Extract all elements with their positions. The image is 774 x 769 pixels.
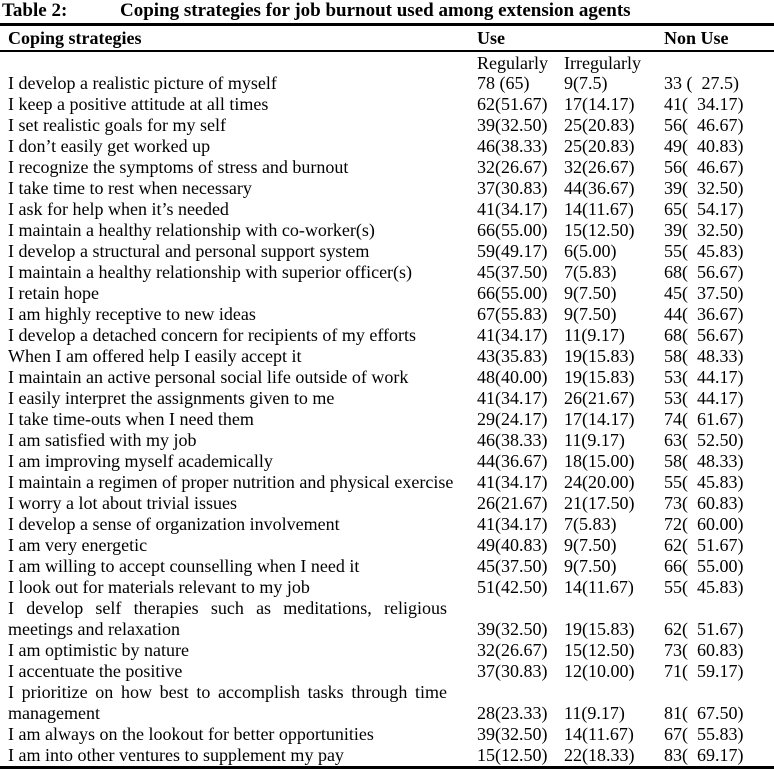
non-use-cell: 62( 51.67) [664, 535, 744, 555]
non-use-cell: 45( 37.50) [664, 283, 744, 303]
table-row [0, 724, 774, 745]
non-use-cell: 58( 48.33) [664, 451, 744, 471]
use-irregularly-cell: 18(15.00) [564, 451, 635, 471]
use-irregularly-cell: 9(7.50) [564, 304, 617, 324]
non-use-cell: 55( 45.83) [664, 577, 744, 597]
use-regularly-cell: 41(34.17) [477, 514, 548, 534]
use-irregularly-cell: 19(15.83) [564, 346, 635, 366]
table-row [0, 199, 774, 220]
table-row [0, 94, 774, 115]
use-regularly-cell: 51(42.50) [477, 577, 548, 597]
use-irregularly-cell: 24(20.00) [564, 472, 635, 492]
non-use-cell: 72( 60.00) [664, 514, 744, 534]
use-irregularly-cell: 32(26.67) [564, 157, 635, 177]
non-use-cell: 55( 45.83) [664, 241, 744, 261]
column-header-non-use: Non Use [664, 28, 729, 48]
use-irregularly-cell: 14(11.67) [564, 199, 634, 219]
use-irregularly-cell: 22(18.33) [564, 745, 635, 765]
use-irregularly-cell: 44(36.67) [564, 178, 635, 198]
use-irregularly-cell: 9(7.50) [564, 283, 617, 303]
non-use-cell: 83( 69.17) [664, 745, 744, 765]
strategy-cell: I develop a structural and personal support system [8, 241, 370, 261]
use-regularly-cell: 45(37.50) [477, 262, 548, 282]
table-row [0, 178, 774, 199]
strategy-cell: I keep a positive attitude at all times [8, 94, 269, 114]
table-row [0, 598, 774, 640]
strategy-cell: When I am offered help I easily accept it [8, 346, 302, 366]
use-irregularly-cell: 25(20.83) [564, 115, 635, 135]
use-irregularly-cell: 17(14.17) [564, 409, 635, 429]
use-regularly-cell: 46(38.33) [477, 430, 548, 450]
strategy-cell: I maintain an active personal social life outside of work [8, 367, 409, 387]
strategy-cell: I look out for materials relevant to my job [8, 577, 310, 597]
strategy-cell: I recognize the symptoms of stress and burnout [8, 157, 349, 177]
non-use-cell: 53( 44.17) [664, 367, 744, 387]
use-regularly-cell: 49(40.83) [477, 535, 548, 555]
use-irregularly-cell: 19(15.83) [564, 367, 635, 387]
non-use-cell: 56( 46.67) [664, 157, 744, 177]
non-use-cell: 44( 36.67) [664, 304, 744, 324]
use-regularly-cell: 26(21.67) [477, 493, 548, 513]
table-row [0, 430, 774, 451]
use-irregularly-cell: 6(5.00) [564, 241, 617, 261]
use-regularly-cell: 28(23.33) [477, 703, 548, 723]
table-row [0, 304, 774, 325]
use-regularly-cell: 39(32.50) [477, 115, 548, 135]
strategy-cell: I retain hope [8, 283, 99, 303]
use-irregularly-cell: 9(7.50) [564, 535, 617, 555]
non-use-cell: 71( 59.17) [664, 661, 744, 681]
table-number-label: Table 2: [2, 0, 68, 21]
use-regularly-cell: 32(26.67) [477, 157, 548, 177]
use-regularly-cell: 78 (65) [477, 73, 530, 93]
strategy-cell: I accentuate the positive [8, 661, 183, 681]
non-use-cell: 56( 46.67) [664, 115, 744, 135]
non-use-cell: 49( 40.83) [664, 136, 744, 156]
use-irregularly-cell: 7(5.83) [564, 262, 617, 282]
use-regularly-cell: 29(24.17) [477, 409, 548, 429]
use-regularly-cell: 32(26.67) [477, 640, 548, 660]
use-irregularly-cell: 14(11.67) [564, 577, 634, 597]
strategy-cell: I maintain a regimen of proper nutrition and physical exercise [8, 472, 454, 492]
use-regularly-cell: 39(32.50) [477, 724, 548, 744]
strategy-cell: I am optimistic by nature [8, 640, 189, 660]
use-regularly-cell: 62(51.67) [477, 94, 548, 114]
strategy-cell: I am willing to accept counselling when I need it [8, 556, 360, 576]
table-row [0, 241, 774, 262]
strategy-cell: I set realistic goals for my self [8, 115, 226, 135]
table-header-row [0, 26, 774, 52]
strategy-cell: I am always on the lookout for better opportunities [8, 724, 374, 744]
non-use-cell: 81( 67.50) [664, 703, 744, 723]
non-use-cell: 41( 34.17) [664, 94, 744, 114]
table-row [0, 262, 774, 283]
table-row [0, 409, 774, 430]
use-regularly-cell: 15(12.50) [477, 745, 548, 765]
use-irregularly-cell: 25(20.83) [564, 136, 635, 156]
use-regularly-cell: 43(35.83) [477, 346, 548, 366]
subheader-spacer [0, 53, 477, 73]
strategy-cell: I easily interpret the assignments given to me [8, 388, 335, 408]
use-regularly-cell: 44(36.67) [477, 451, 548, 471]
table-row [0, 220, 774, 241]
use-regularly-cell: 41(34.17) [477, 325, 548, 345]
table-row [0, 472, 774, 493]
table-row [0, 745, 774, 766]
use-irregularly-cell: 26(21.67) [564, 388, 635, 408]
use-irregularly-cell: 11(9.17) [564, 430, 625, 450]
table-row [0, 577, 774, 598]
table-row [0, 640, 774, 661]
strategy-cell: I worry a lot about trivial issues [8, 493, 237, 513]
strategy-cell: I develop a realistic picture of myself [8, 73, 277, 93]
non-use-cell: 68( 56.67) [664, 262, 744, 282]
use-regularly-cell: 37(30.83) [477, 661, 548, 681]
use-irregularly-cell: 12(10.00) [564, 661, 635, 681]
strategy-cell: I develop self therapies such as meditations, religious meetings and relaxation [8, 598, 447, 639]
use-irregularly-cell: 11(9.17) [564, 325, 625, 345]
table-row [0, 493, 774, 514]
use-irregularly-cell: 19(15.83) [564, 619, 635, 639]
strategy-cell: I take time to rest when necessary [8, 178, 252, 198]
use-irregularly-cell: 17(14.17) [564, 94, 635, 114]
non-use-cell: 58( 48.33) [664, 346, 744, 366]
strategy-cell: I maintain a healthy relationship with co-worker(s) [8, 220, 375, 240]
table-subheader-row [0, 52, 774, 73]
non-use-cell: 65( 54.17) [664, 199, 744, 219]
table-caption [0, 0, 774, 26]
use-regularly-cell: 66(55.00) [477, 283, 548, 303]
table-row [0, 283, 774, 304]
table-row [0, 367, 774, 388]
non-use-cell: 33 ( 27.5) [664, 73, 739, 93]
use-irregularly-cell: 15(12.50) [564, 640, 635, 660]
use-irregularly-cell: 9(7.5) [564, 73, 608, 93]
column-header-use: Use [477, 28, 505, 48]
non-use-cell: 73( 60.83) [664, 493, 744, 513]
strategy-cell: I develop a sense of organization involvement [8, 514, 340, 534]
non-use-cell: 66( 55.00) [664, 556, 744, 576]
table-row [0, 157, 774, 178]
use-irregularly-cell: 14(11.67) [564, 724, 634, 744]
strategy-cell: I am very energetic [8, 535, 148, 555]
use-irregularly-cell: 21(17.50) [564, 493, 635, 513]
use-regularly-cell: 39(32.50) [477, 619, 548, 639]
table-row [0, 556, 774, 577]
table-body [0, 73, 774, 769]
use-regularly-cell: 45(37.50) [477, 556, 548, 576]
strategy-cell: I am improving myself academically [8, 451, 273, 471]
table-row [0, 535, 774, 556]
use-regularly-cell: 67(55.83) [477, 304, 548, 324]
non-use-cell: 62( 51.67) [664, 619, 744, 639]
use-irregularly-cell: 15(12.50) [564, 220, 635, 240]
use-regularly-cell: 41(34.17) [477, 388, 548, 408]
non-use-cell: 39( 32.50) [664, 178, 744, 198]
table-row [0, 514, 774, 535]
strategy-cell: I maintain a healthy relationship with superior officer(s) [8, 262, 413, 282]
subheader-spacer [664, 53, 774, 73]
use-irregularly-cell: 11(9.17) [564, 703, 625, 723]
non-use-cell: 68( 56.67) [664, 325, 744, 345]
table-row [0, 115, 774, 136]
table-row [0, 682, 774, 724]
use-regularly-cell: 66(55.00) [477, 220, 548, 240]
strategy-cell: I am satisfied with my job [8, 430, 197, 450]
strategy-cell: I develop a detached concern for recipients of my efforts [8, 325, 416, 345]
table-row [0, 661, 774, 682]
use-regularly-cell: 37(30.83) [477, 178, 548, 198]
table-row [0, 388, 774, 409]
non-use-cell: 39( 32.50) [664, 220, 744, 240]
non-use-cell: 53( 44.17) [664, 388, 744, 408]
table-row [0, 136, 774, 157]
non-use-cell: 73( 60.83) [664, 640, 744, 660]
table-row [0, 451, 774, 472]
column-subheader-regularly: Regularly [477, 53, 548, 73]
use-regularly-cell: 48(40.00) [477, 367, 548, 387]
table-row [0, 325, 774, 346]
non-use-cell: 55( 45.83) [664, 472, 744, 492]
strategy-cell: I am into other ventures to supplement my pay [8, 745, 344, 765]
non-use-cell: 67( 55.83) [664, 724, 744, 744]
column-header-coping-strategies: Coping strategies [8, 28, 142, 48]
non-use-cell: 74( 61.67) [664, 409, 744, 429]
strategy-cell: I ask for help when it’s needed [8, 199, 229, 219]
strategy-cell: I don’t easily get worked up [8, 136, 211, 156]
strategy-cell: I prioritize on how best to accomplish tasks through time management [8, 682, 447, 723]
use-irregularly-cell: 9(7.50) [564, 556, 617, 576]
table-row [0, 73, 774, 94]
table-title-text: Coping strategies for job burnout used among extension agents [120, 0, 631, 21]
non-use-cell: 63( 52.50) [664, 430, 744, 450]
use-regularly-cell: 59(49.17) [477, 241, 548, 261]
use-regularly-cell: 41(34.17) [477, 199, 548, 219]
column-subheader-irregularly: Irregularly [564, 53, 641, 73]
use-regularly-cell: 46(38.33) [477, 136, 548, 156]
use-irregularly-cell: 7(5.83) [564, 514, 617, 534]
strategy-cell: I am highly receptive to new ideas [8, 304, 256, 324]
strategy-cell: I take time-outs when I need them [8, 409, 254, 429]
use-regularly-cell: 41(34.17) [477, 472, 548, 492]
table-row [0, 346, 774, 367]
